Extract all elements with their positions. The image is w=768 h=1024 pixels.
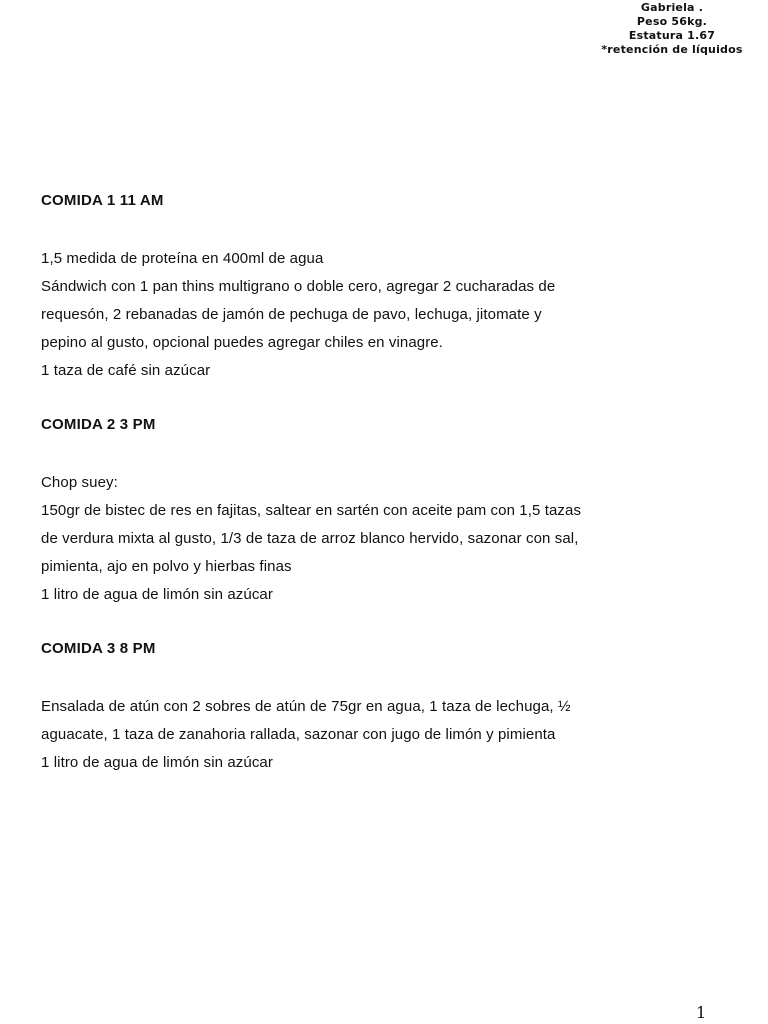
meal-body [41, 469, 731, 609]
meal-section-3 [41, 637, 731, 777]
meal-title: COMIDA 1 11 AM [41, 192, 164, 209]
meal-line: 1,5 medida de proteína en 400ml de agua [41, 250, 324, 267]
meal-line: Chop suey: [41, 474, 118, 491]
meal-line: pepino al gusto, opcional puedes agregar chiles en vinagre. [41, 334, 444, 351]
patient-note: *retención de líquidos [601, 43, 743, 56]
meal-plan [41, 189, 731, 777]
meal-section-2 [41, 413, 731, 609]
meal-section-1 [41, 189, 731, 385]
meal-line: Ensalada de atún con 2 sobres de atún de 75gr en agua, 1 taza de lechuga, ½ [41, 698, 571, 715]
meal-line: 1 litro de agua de limón sin azúcar [41, 754, 273, 771]
meal-line: aguacate, 1 taza de zanahoria rallada, sazonar con jugo de limón y pimienta [41, 726, 556, 743]
meal-title: COMIDA 2 3 PM [41, 416, 156, 433]
meal-title: COMIDA 3 8 PM [41, 640, 156, 657]
meal-line: 150gr de bistec de res en fajitas, saltear en sartén con aceite pam con 1,5 tazas [41, 502, 582, 519]
meal-line: pimienta, ajo en polvo y hierbas finas [41, 558, 292, 575]
meal-line: Sándwich con 1 pan thins multigrano o doble cero, agregar 2 cucharadas de [41, 278, 556, 295]
patient-weight: Peso 56kg. [636, 15, 708, 28]
meal-line: 1 litro de agua de limón sin azúcar [41, 586, 273, 603]
meal-line: 1 taza de café sin azúcar [41, 362, 211, 379]
patient-height: Estatura 1.67 [628, 29, 716, 42]
patient-name: Gabriela . [640, 1, 704, 14]
meal-body [41, 245, 731, 385]
meal-line: de verdura mixta al gusto, 1/3 de taza de arroz blanco hervido, sazonar con sal, [41, 530, 579, 547]
page-number: 1 [696, 1003, 707, 1022]
patient-info [560, 1, 768, 57]
meal-line: requesón, 2 rebanadas de jamón de pechuga de pavo, lechuga, jitomate y [41, 306, 542, 323]
meal-body [41, 693, 731, 777]
